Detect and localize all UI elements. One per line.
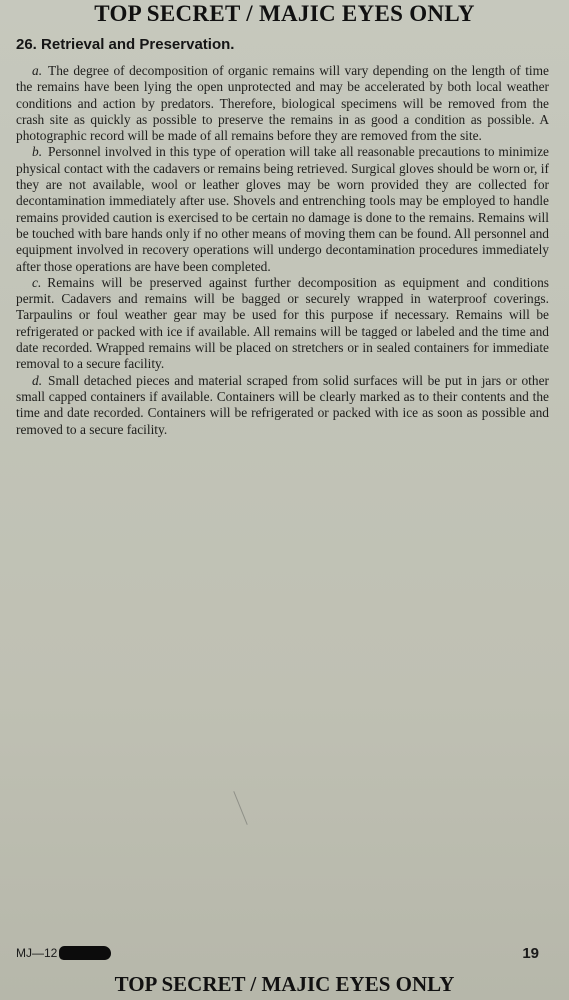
paper-scratch-mark: [233, 791, 247, 825]
paragraph-letter: d.: [32, 372, 43, 388]
document-code: [16, 946, 111, 960]
paragraph-letter: a.: [32, 63, 43, 78]
page-number: 19: [522, 945, 539, 962]
redaction-mark: [59, 946, 111, 960]
paragraph-text: Personnel involved in this type of operation will take all reasonable precautions to minimize physical contact with the cadavers or remains being retrieved. Surgical gloves should be worn or, if they are not available, wool or leather gloves may be worn provided they are collected for decontamination immediately after use. Shovels and entrenching tools may be employed to handle remains provided caution is exercised to be certain no damage is done to the remains. Remains will be touched with bare hands only if no other means of moving them can be found. All personnel and equipment involved in recovery operations will undergo decontamination procedures immediately after those operations are have been completed.: [16, 144, 549, 274]
paragraph-text: Remains will be preserved against further decomposition as equipment and conditions permit. Cadavers and remains will be bagged or securely wrapped in waterproof coverings. Tarpaulins or foul weather gear may be used for this purpose if necessary. Remains will be refrigerated or packed with ice if available. All remains will be tagged or labeled and the time and date recorded. Wrapped remains will be placed on stretchers or in sealed containers for immediate removal to a secure facility.: [16, 274, 549, 372]
paragraph-b: [16, 144, 549, 274]
paragraph-d: [16, 373, 549, 438]
document-code-text: MJ—12: [16, 946, 58, 960]
classification-footer: TOP SECRET / MAJIC EYES ONLY: [114, 972, 455, 996]
classification-header: TOP SECRET / MAJIC EYES ONLY: [94, 1, 475, 26]
paragraph-text: The degree of decomposition of organic remains will vary depending on the length of time the remains have been lying the open unprotected and may be accelerated by both local weather conditions and action by predators. Therefore, biological specimens will be removed from the crash site as quickly as possible to preserve the remains in as good a condition as possible. A photographic record will be made of all remains before they are removed from the site.: [16, 63, 549, 144]
section-title: 26. Retrieval and Preservation.: [16, 36, 235, 53]
paragraph-letter: b.: [32, 144, 43, 160]
paragraph-a: [16, 63, 549, 144]
paragraph-c: [16, 275, 549, 373]
paragraph-letter: c.: [32, 274, 42, 290]
document-body: [16, 63, 549, 438]
paragraph-text: Small detached pieces and material scraped from solid surfaces will be put in jars or other small capped containers if available. Containers will be clearly marked as to their contents and the time and date recorded. Containers will be refrigerated or packed with ice as soon as possible and removed to a secure facility.: [16, 372, 549, 437]
